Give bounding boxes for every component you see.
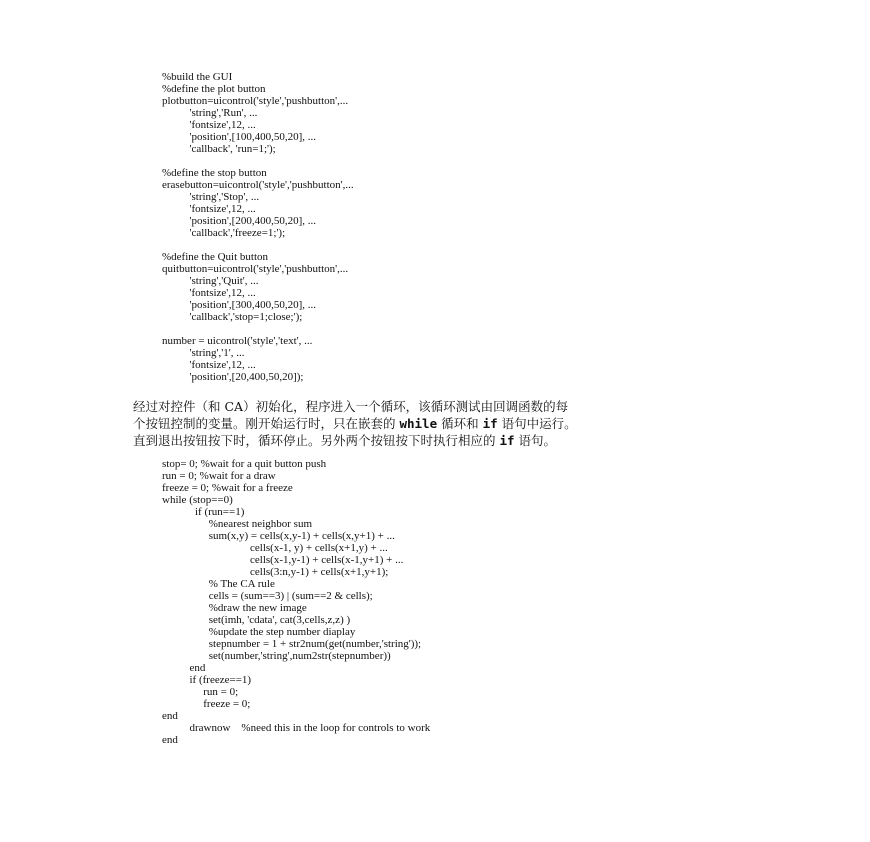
paragraph-text: 语句。 bbox=[514, 433, 557, 448]
paragraph-line-3 bbox=[133, 432, 773, 449]
code-block-gui-definition: %build the GUI %define the plot button plotbutton=uicontrol('style','pushbutton',... 'string','Run', ... 'fontsize',12, ... 'position',[100,400,50,20], ... 'callback', 'run=1;'); %define the stop button erasebutton=uicontrol('style','pushbutton',... 'string','Stop', ... 'fontsize',12, ... 'position',[200,400,50,20], ... 'callback','freeze=1;'); %define the Quit button quitbutton=uicontrol('style','pushbutton',... 'string','Quit', ... 'fontsize',12, ... 'position',[300,400,50,20], ... 'callback','stop=1;close;'); number = uicontrol('style','text', ... 'string','1', ... 'fontsize',12, ... 'position',[20,400,50,20]); bbox=[162, 71, 354, 383]
paragraph-line-1 bbox=[133, 398, 773, 415]
paragraph-line-2 bbox=[133, 415, 773, 432]
keyword-if: if bbox=[499, 433, 515, 448]
keyword-if: if bbox=[482, 416, 498, 431]
paragraph-text: 直到退出按钮按下时，循环停止。另外两个按钮按下时执行相应的 bbox=[133, 433, 500, 448]
paragraph-text: 个按钮控制的变量。刚开始运行时，只在嵌套的 bbox=[133, 416, 400, 431]
paragraph-text: 循环和 bbox=[437, 416, 483, 431]
code-block-main-loop: stop= 0; %wait for a quit button push run = 0; %wait for a draw freeze = 0; %wait for a freeze while (stop==0) if (run==1) %nearest neighbor sum sum(x,y) = cells(x,y-1) + cells(x,y+1) + ... cells(x-1, y) + cells(x+1,y) + ... cells(x-1,y-1) + cells(x-1,y+1) + ... cells(3:n,y-1) + cells(x+1,y+1); % The CA rule cells = (sum==3) | (sum==2 & cells); %draw the new image set(imh, 'cdata', cat(3,cells,z,z) ) %update the step number diaplay stepnumber = 1 + str2num(get(number,'string')); set(number,'string',num2str(stepnumber)) end if (freeze==1) run = 0; freeze = 0; end drawnow %need this in the loop for controls to work end bbox=[162, 458, 431, 746]
keyword-while: while bbox=[399, 416, 438, 431]
paragraph-text: 经过对控件（和 CA）初始化，程序进入一个循环，该循环测试由回调函数的每 bbox=[133, 399, 569, 414]
paragraph-explanation bbox=[133, 398, 773, 449]
paragraph-text: 语句中运行。 bbox=[497, 416, 577, 431]
